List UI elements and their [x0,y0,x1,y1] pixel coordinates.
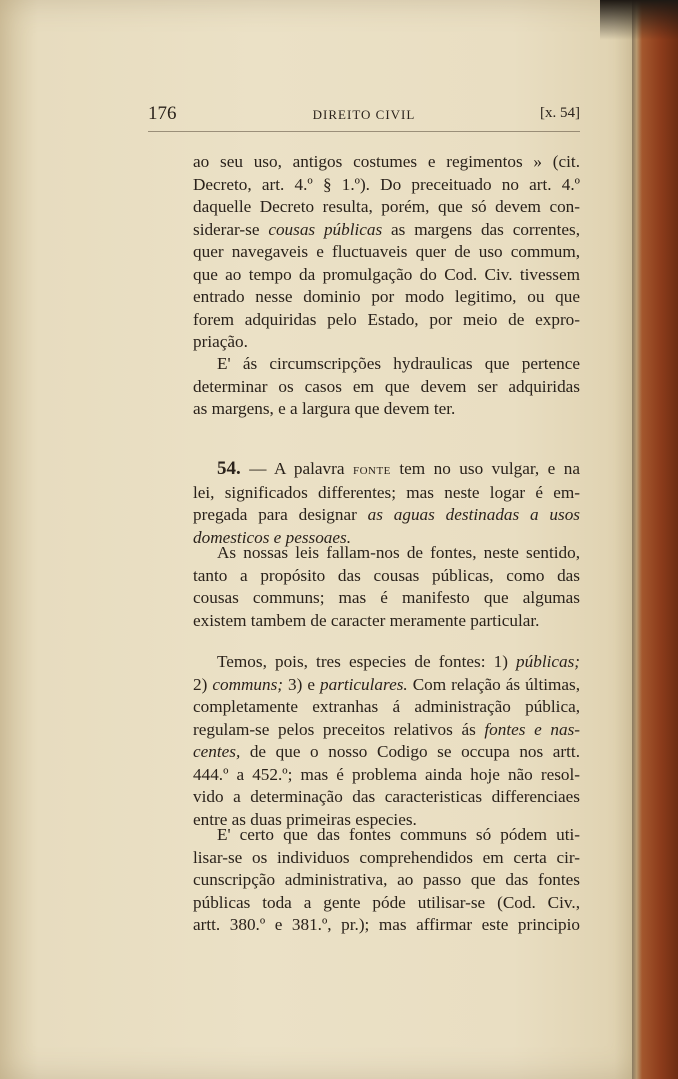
paragraph-laws [193,542,580,632]
text-line: 54. — A palavra fonte tem no uso vulgar, e na [217,458,580,479]
text-line: domesticos e pessoaes. [193,527,352,547]
text-line: tanto a propósito das cousas públicas, como das [193,565,580,585]
paragraph-hydraulic [193,353,580,421]
page-header [148,103,580,129]
text-line: entrado nesse dominio por modo legitimo, ou que [193,287,580,306]
text-line: ao seu uso, antigos costumes e regimentos » (cit. [193,152,580,171]
text-line: artt. 380.º e 381.º, pr.); mas affirmar este principio [193,915,580,934]
text-line: existem tambem de caracter meramente particular. [193,610,540,630]
header-rule [148,131,580,132]
section-number: 54. [217,458,241,479]
text-line: E' ás circumscripções hydraulicas que pertence [217,354,580,373]
text-line: vido a determinação das caracteristicas differenciaes [193,787,580,806]
paragraph-communs [193,824,580,937]
text-line: cunscripção administrativa, ao passo que das fontes [193,870,580,889]
text-line: cousas communs; mas é manifesto que algumas [193,588,580,607]
text-line: Decreto, art. 4.º § 1.º). Do preceituado no art. 4.º [193,174,580,194]
page-number: 176 [148,103,177,124]
running-title: DIREITO CIVIL [312,107,416,122]
text-line: Temos, pois, tres especies de fontes: 1) públicas; [217,652,580,671]
text-line: quer navegaveis e fluctuaveis quer de uso commum, [193,242,580,261]
paragraph-species [193,651,580,831]
text-line: forem adquiridas pelo Estado, por meio de expro- [193,309,580,329]
text-line: que ao tempo da promulgação do Cod. Civ. tivessem [193,264,580,284]
text-line: lisar-se os individuos comprehendidos em certa cir- [193,847,580,867]
text-line: As nossas leis fallam-nos de fontes, neste sentido, [217,543,580,562]
text-line: siderar-se cousas públicas as margens das correntes, [193,219,580,239]
text-line: E' certo que das fontes communs só pódem uti- [217,825,580,844]
book-edge [632,0,678,1079]
text-line: 444.º a 452.º; mas é problema ainda hoje não resol- [193,764,580,784]
term-fonte: fonte [352,462,391,478]
book-shadow [600,0,678,40]
text-line: lei, significados differentes; mas neste logar é em- [193,482,580,502]
text-line: públicas toda a gente póde utilisar-se (Cod. Civ., [193,892,580,912]
text-line: 2) communs; 3) e particulares. Com relação ás últimas, [193,674,580,694]
text-line: centes, de que o nosso Codigo se occupa nos artt. [193,742,580,761]
text-line: entre as duas primeiras especies. [193,809,417,829]
text-line: priação. [193,332,248,351]
section-reference: [x. 54] [540,105,580,121]
text-line: determinar os casos em que devem ser adquiridas [193,376,580,396]
section-54-paragraph [193,458,580,549]
paragraph-continuation [193,151,580,354]
text-line: pregada para designar as aguas destinadas a usos [193,505,580,524]
text-line: regulam-se pelos preceitos relativos ás fontes e nas- [193,719,580,739]
text-line: daquelle Decreto resulta, porém, que só devem con- [193,197,580,216]
text-line: as margens, e a largura que devem ter. [193,399,456,418]
text-line: completamente extranhas á administração pública, [193,697,580,716]
